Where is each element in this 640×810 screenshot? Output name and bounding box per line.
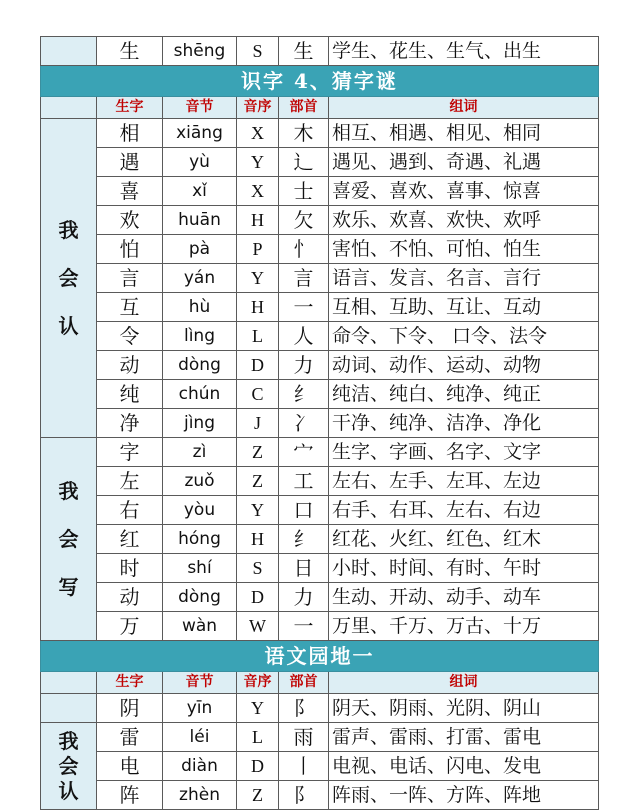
order-cell: Y: [237, 264, 279, 293]
pinyin-cell: dòng: [163, 351, 237, 380]
order-cell: Z: [237, 781, 279, 810]
pinyin-cell: huān: [163, 206, 237, 235]
column-header-row: [41, 672, 599, 694]
group-label-char: 我: [58, 479, 79, 503]
pinyin-cell: zì: [163, 438, 237, 467]
pinyin-cell: xǐ: [163, 177, 237, 206]
order-cell: L: [237, 723, 279, 752]
char-cell: 阴: [97, 694, 163, 723]
order-cell: D: [237, 752, 279, 781]
header-order: 音序: [237, 97, 279, 119]
char-cell: 互: [97, 293, 163, 322]
table-row: [41, 177, 599, 206]
table-row: [41, 409, 599, 438]
radical-cell: 阝: [279, 694, 329, 723]
table-body: [41, 37, 599, 810]
words-cell: 红花、火红、红色、红木: [329, 525, 599, 554]
table-row: [41, 781, 599, 810]
pinyin-cell: lìng: [163, 322, 237, 351]
table-row: [41, 264, 599, 293]
order-cell: J: [237, 409, 279, 438]
table-row: [41, 525, 599, 554]
pinyin-cell: wàn: [163, 612, 237, 641]
char-cell: 右: [97, 496, 163, 525]
words-cell: 欢乐、欢喜、欢快、欢呼: [329, 206, 599, 235]
order-cell: S: [237, 37, 279, 66]
table-row: [41, 612, 599, 641]
order-cell: Z: [237, 467, 279, 496]
header-order: 音序: [237, 672, 279, 694]
char-cell: 时: [97, 554, 163, 583]
order-cell: Z: [237, 438, 279, 467]
group-label-char: 我: [58, 218, 79, 242]
words-cell: 喜爱、喜欢、喜事、惊喜: [329, 177, 599, 206]
words-cell: 万里、千万、万古、十万: [329, 612, 599, 641]
radical-cell: 纟: [279, 380, 329, 409]
char-cell: 怕: [97, 235, 163, 264]
radical-cell: 纟: [279, 525, 329, 554]
char-cell: 令: [97, 322, 163, 351]
header-blank: [41, 97, 97, 119]
pinyin-cell: yù: [163, 148, 237, 177]
order-cell: X: [237, 177, 279, 206]
char-cell: 雷: [97, 723, 163, 752]
pinyin-cell: zuǒ: [163, 467, 237, 496]
pinyin-cell: pà: [163, 235, 237, 264]
section-title: 识字 4、猜字谜: [41, 66, 599, 97]
group-label-char: 会: [58, 266, 79, 290]
char-cell: 遇: [97, 148, 163, 177]
order-cell: P: [237, 235, 279, 264]
group-label-char: 会: [58, 527, 79, 551]
char-cell: 净: [97, 409, 163, 438]
char-cell: 欢: [97, 206, 163, 235]
radical-cell: 生: [279, 37, 329, 66]
pinyin-cell: hóng: [163, 525, 237, 554]
char-cell: 万: [97, 612, 163, 641]
group-label-char: 我: [58, 728, 79, 753]
words-cell: 生动、开动、动手、动车: [329, 583, 599, 612]
column-header-row: [41, 97, 599, 119]
table-row: [41, 37, 599, 66]
order-cell: D: [237, 583, 279, 612]
table-row: [41, 694, 599, 723]
group-label-char: 认: [58, 778, 79, 803]
group-label-cell: [41, 119, 97, 438]
group-label-cell: [41, 723, 97, 810]
order-cell: S: [237, 554, 279, 583]
header-pinyin: 音节: [163, 97, 237, 119]
radical-cell: 口: [279, 496, 329, 525]
char-cell: 相: [97, 119, 163, 148]
header-words: 组词: [329, 672, 599, 694]
pinyin-cell: jìng: [163, 409, 237, 438]
radical-cell: 力: [279, 351, 329, 380]
char-cell: 言: [97, 264, 163, 293]
radical-cell: 阝: [279, 781, 329, 810]
char-cell: 动: [97, 351, 163, 380]
order-cell: H: [237, 525, 279, 554]
pinyin-cell: xiāng: [163, 119, 237, 148]
radical-cell: 人: [279, 322, 329, 351]
words-cell: 动词、动作、运动、动物: [329, 351, 599, 380]
pinyin-cell: léi: [163, 723, 237, 752]
group-label-cell: [41, 37, 97, 66]
pinyin-cell: hù: [163, 293, 237, 322]
char-cell: 生: [97, 37, 163, 66]
char-cell: 动: [97, 583, 163, 612]
words-cell: 相互、相遇、相见、相同: [329, 119, 599, 148]
table-row: [41, 723, 599, 752]
words-cell: 命令、下令、 口令、法令: [329, 322, 599, 351]
words-cell: 电视、电话、闪电、发电: [329, 752, 599, 781]
group-label-char: 写: [58, 575, 79, 599]
order-cell: D: [237, 351, 279, 380]
radical-cell: 日: [279, 554, 329, 583]
char-cell: 红: [97, 525, 163, 554]
table-row: [41, 119, 599, 148]
words-cell: 干净、纯净、洁净、净化: [329, 409, 599, 438]
radical-cell: 一: [279, 612, 329, 641]
char-cell: 阵: [97, 781, 163, 810]
words-cell: 阵雨、一阵、方阵、阵地: [329, 781, 599, 810]
section-title: 语文园地一: [41, 641, 599, 672]
order-cell: X: [237, 119, 279, 148]
table-row: [41, 235, 599, 264]
pinyin-cell: yán: [163, 264, 237, 293]
table-row: [41, 322, 599, 351]
table-row: [41, 293, 599, 322]
pinyin-cell: dòng: [163, 583, 237, 612]
order-cell: H: [237, 206, 279, 235]
table-row: [41, 206, 599, 235]
table-row: [41, 554, 599, 583]
words-cell: 学生、花生、生气、出生: [329, 37, 599, 66]
char-cell: 左: [97, 467, 163, 496]
table-row: [41, 467, 599, 496]
header-char: 生字: [97, 672, 163, 694]
table-row: [41, 380, 599, 409]
words-cell: 小时、时间、有时、午时: [329, 554, 599, 583]
radical-cell: 木: [279, 119, 329, 148]
radical-cell: 辶: [279, 148, 329, 177]
radical-cell: 言: [279, 264, 329, 293]
char-cell: 喜: [97, 177, 163, 206]
words-cell: 左右、左手、左耳、左边: [329, 467, 599, 496]
order-cell: C: [237, 380, 279, 409]
section-banner: [41, 641, 599, 672]
pinyin-cell: yòu: [163, 496, 237, 525]
radical-cell: 工: [279, 467, 329, 496]
pinyin-cell: shēng: [163, 37, 237, 66]
words-cell: 纯洁、纯白、纯净、纯正: [329, 380, 599, 409]
vocabulary-table: [40, 36, 599, 810]
group-label-char: 会: [58, 753, 79, 778]
order-cell: Y: [237, 694, 279, 723]
radical-cell: 士: [279, 177, 329, 206]
order-cell: Y: [237, 148, 279, 177]
order-cell: H: [237, 293, 279, 322]
table-row: [41, 583, 599, 612]
words-cell: 阴天、阴雨、光阴、阴山: [329, 694, 599, 723]
header-radical: 部首: [279, 97, 329, 119]
char-cell: 电: [97, 752, 163, 781]
pinyin-cell: zhèn: [163, 781, 237, 810]
group-label-char: 认: [58, 314, 79, 338]
radical-cell: 忄: [279, 235, 329, 264]
radical-cell: 一: [279, 293, 329, 322]
order-cell: W: [237, 612, 279, 641]
order-cell: Y: [237, 496, 279, 525]
header-blank: [41, 672, 97, 694]
radical-cell: 欠: [279, 206, 329, 235]
header-radical: 部首: [279, 672, 329, 694]
header-char: 生字: [97, 97, 163, 119]
pinyin-cell: chún: [163, 380, 237, 409]
section-banner: [41, 66, 599, 97]
table-row: [41, 438, 599, 467]
table-row: [41, 496, 599, 525]
table-row: [41, 148, 599, 177]
table-row: [41, 752, 599, 781]
radical-cell: 丨: [279, 752, 329, 781]
words-cell: 生字、字画、名字、文字: [329, 438, 599, 467]
char-cell: 纯: [97, 380, 163, 409]
header-pinyin: 音节: [163, 672, 237, 694]
words-cell: 遇见、遇到、奇遇、礼遇: [329, 148, 599, 177]
words-cell: 雷声、雷雨、打雷、雷电: [329, 723, 599, 752]
words-cell: 互相、互助、互让、互动: [329, 293, 599, 322]
group-label-cell: [41, 694, 97, 723]
radical-cell: 宀: [279, 438, 329, 467]
radical-cell: 冫: [279, 409, 329, 438]
pinyin-cell: diàn: [163, 752, 237, 781]
words-cell: 害怕、不怕、可怕、怕生: [329, 235, 599, 264]
words-cell: 右手、右耳、左右、右边: [329, 496, 599, 525]
table-row: [41, 351, 599, 380]
pinyin-cell: shí: [163, 554, 237, 583]
group-label-cell: [41, 438, 97, 641]
order-cell: L: [237, 322, 279, 351]
radical-cell: 力: [279, 583, 329, 612]
radical-cell: 雨: [279, 723, 329, 752]
words-cell: 语言、发言、名言、言行: [329, 264, 599, 293]
char-cell: 字: [97, 438, 163, 467]
pinyin-cell: yīn: [163, 694, 237, 723]
header-words: 组词: [329, 97, 599, 119]
